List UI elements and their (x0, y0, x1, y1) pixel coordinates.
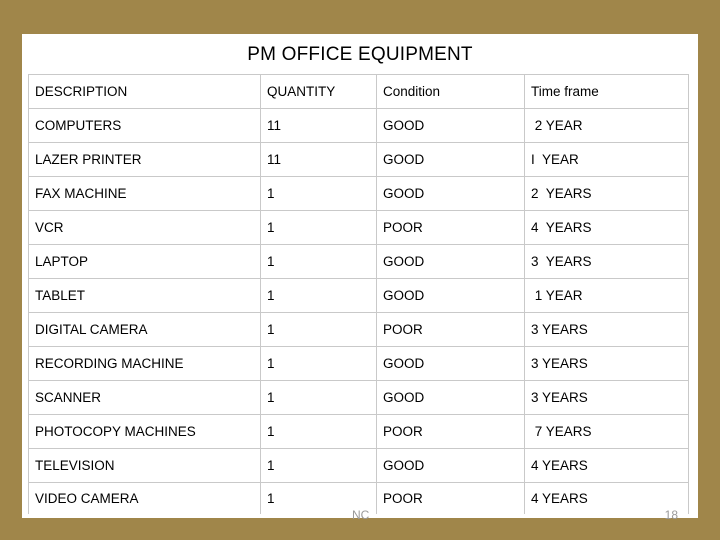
cell-condition: GOOD (377, 449, 525, 483)
table-row (29, 279, 689, 313)
cell-time-frame: 4 YEARS (525, 211, 689, 245)
header-condition: Condition (377, 75, 525, 109)
cell-description: TABLET (29, 279, 261, 313)
table-row (29, 143, 689, 177)
cell-description: DIGITAL CAMERA (29, 313, 261, 347)
cell-time-frame: 2 YEARS (525, 177, 689, 211)
footer-author: NC (352, 508, 370, 522)
cell-quantity: 1 (261, 245, 377, 279)
slide (22, 34, 698, 522)
cell-condition: POOR (377, 415, 525, 449)
cell-quantity: 1 (261, 483, 377, 515)
cell-quantity: 1 (261, 449, 377, 483)
cell-quantity: 1 (261, 347, 377, 381)
table-header-row (29, 75, 689, 109)
cell-quantity: 1 (261, 279, 377, 313)
cell-condition: POOR (377, 313, 525, 347)
header-description: DESCRIPTION (29, 75, 261, 109)
cell-condition: GOOD (377, 279, 525, 313)
table-row (29, 245, 689, 279)
cell-time-frame: 3 YEARS (525, 381, 689, 415)
cell-condition: GOOD (377, 245, 525, 279)
cell-description: SCANNER (29, 381, 261, 415)
cell-description: VCR (29, 211, 261, 245)
cell-description: LAZER PRINTER (29, 143, 261, 177)
cell-description: RECORDING MACHINE (29, 347, 261, 381)
cell-time-frame: 4 YEARS (525, 483, 689, 515)
cell-time-frame: 3 YEARS (525, 347, 689, 381)
cell-description: VIDEO CAMERA (29, 483, 261, 515)
cell-condition: GOOD (377, 109, 525, 143)
header-quantity: QUANTITY (261, 75, 377, 109)
cell-quantity: 11 (261, 109, 377, 143)
table-row (29, 449, 689, 483)
cell-description: PHOTOCOPY MACHINES (29, 415, 261, 449)
cell-condition: GOOD (377, 347, 525, 381)
cell-condition: POOR (377, 483, 525, 515)
table-row (29, 313, 689, 347)
cell-quantity: 1 (261, 313, 377, 347)
cell-description: TELEVISION (29, 449, 261, 483)
table-row (29, 109, 689, 143)
cell-description: LAPTOP (29, 245, 261, 279)
cell-time-frame: 2 YEAR (525, 109, 689, 143)
cell-quantity: 1 (261, 415, 377, 449)
equipment-table-body (29, 75, 689, 515)
equipment-table (28, 74, 689, 514)
table-row (29, 415, 689, 449)
slide-title: PM OFFICE EQUIPMENT (247, 44, 473, 65)
cell-quantity: 1 (261, 177, 377, 211)
cell-quantity: 1 (261, 381, 377, 415)
header-time-frame: Time frame (525, 75, 689, 109)
table-row (29, 211, 689, 245)
table-row (29, 177, 689, 211)
cell-time-frame: 3 YEARS (525, 245, 689, 279)
cell-time-frame: 7 YEARS (525, 415, 689, 449)
cell-condition: GOOD (377, 177, 525, 211)
cell-description: COMPUTERS (29, 109, 261, 143)
cell-quantity: 1 (261, 211, 377, 245)
cell-description: FAX MACHINE (29, 177, 261, 211)
cell-time-frame: 1 YEAR (525, 279, 689, 313)
cell-condition: GOOD (377, 381, 525, 415)
cell-time-frame: 3 YEARS (525, 313, 689, 347)
cell-condition: GOOD (377, 143, 525, 177)
footer-page-number: 18 (664, 508, 678, 522)
cell-time-frame: I YEAR (525, 143, 689, 177)
table-row (29, 347, 689, 381)
table-row (29, 381, 689, 415)
cell-time-frame: 4 YEARS (525, 449, 689, 483)
cell-condition: POOR (377, 211, 525, 245)
cell-quantity: 11 (261, 143, 377, 177)
